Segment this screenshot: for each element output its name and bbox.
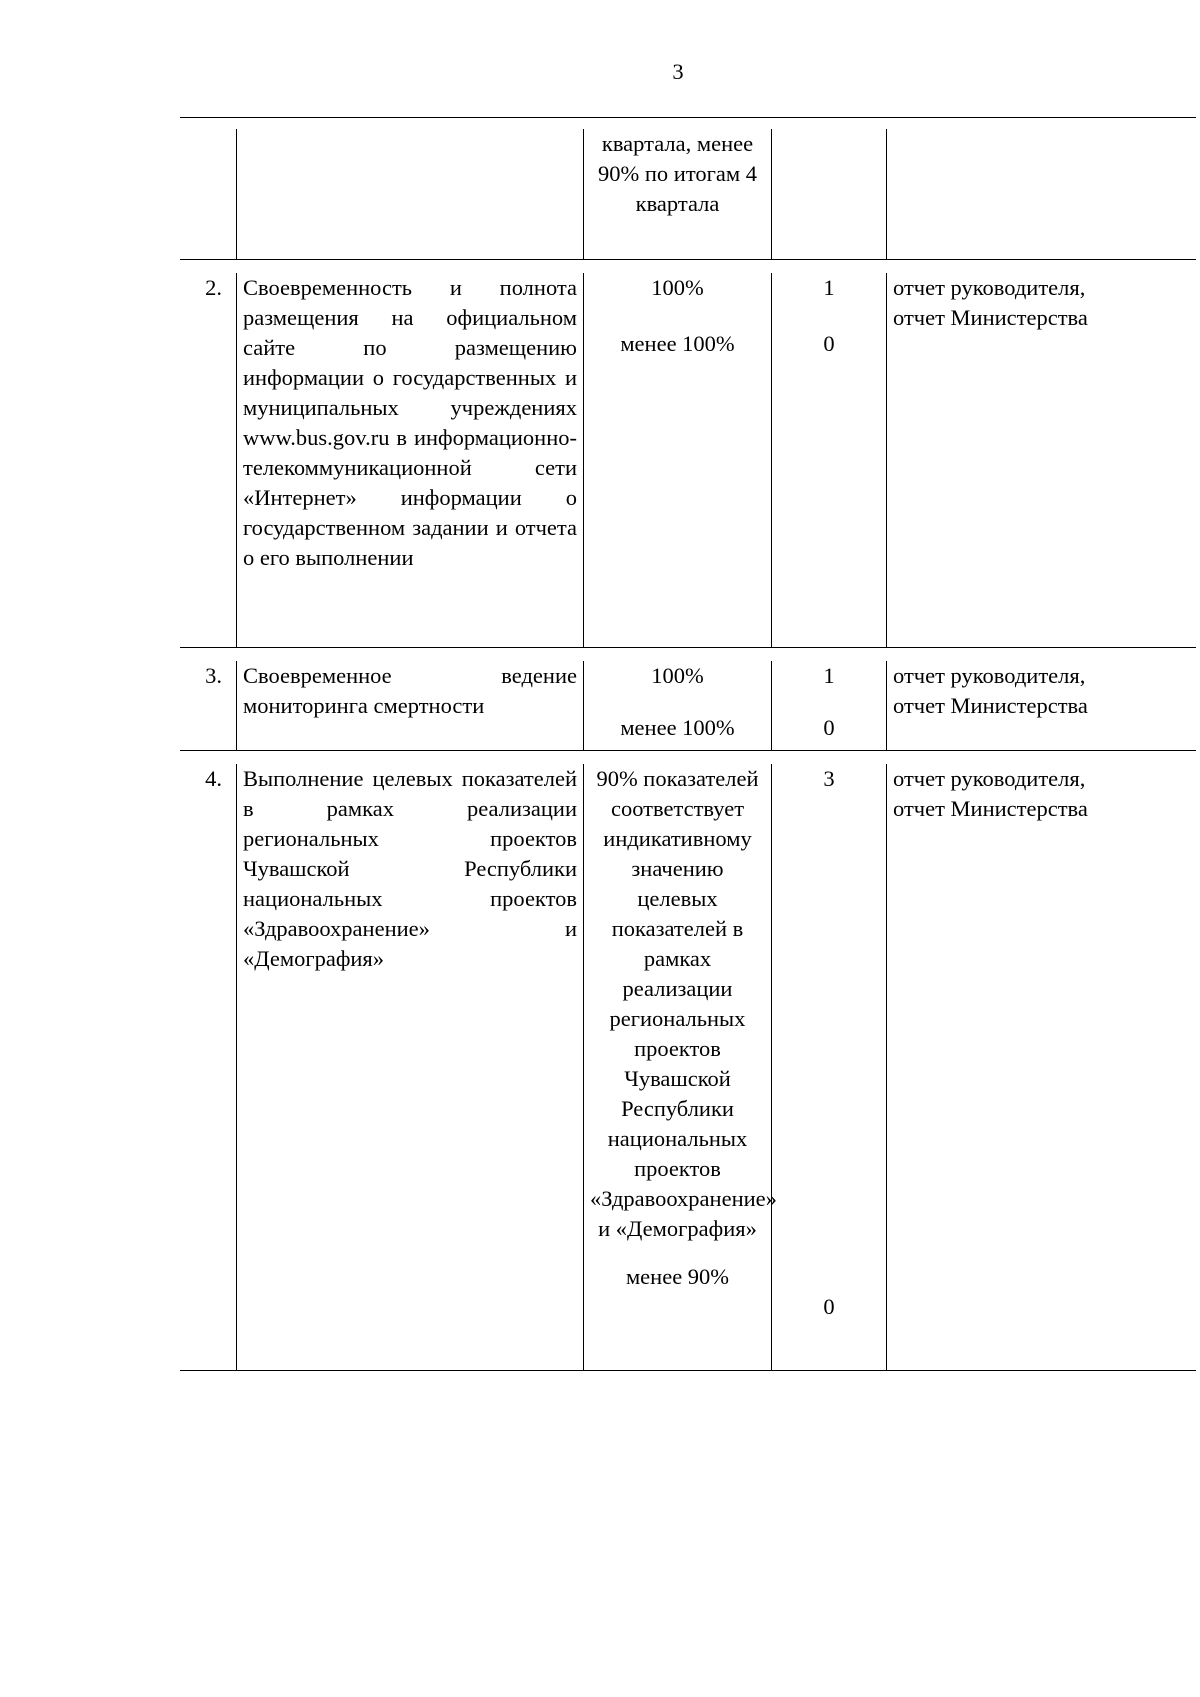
value-text: менее 100%: [620, 331, 735, 356]
value-cell: [584, 129, 772, 259]
value-cell: [584, 764, 777, 1370]
table-row: [180, 260, 1196, 648]
row-number: [180, 129, 237, 259]
page-number: 3: [672, 59, 684, 84]
criterion-text: Выполнение целевых показателей в рамках реализации региональных проектов Чувашской Республики национальных проектов «Здравоохранение» и «Демография»: [237, 764, 584, 1370]
value-cell: [584, 273, 772, 647]
points-cell: [772, 129, 887, 259]
points-value: 1: [823, 275, 835, 300]
points-value: 1: [823, 663, 835, 688]
table-row: [180, 118, 1196, 260]
value-text: 100%: [651, 275, 704, 300]
points-value: 0: [823, 1294, 835, 1319]
points-cell: [772, 764, 887, 1370]
points-value: 0: [823, 331, 835, 356]
source-text: [887, 129, 1132, 259]
criterion-text: [237, 129, 584, 259]
criterion-text: Своевременное ведение мониторинга смертности: [237, 661, 584, 750]
value-cell: [584, 661, 772, 750]
value-text: 100%: [651, 663, 704, 688]
value-text: квартала, менее 90% по итогам 4 квартала: [598, 131, 757, 216]
source-text: отчет руководителя, отчет Министерства: [893, 275, 1088, 330]
points-value: 3: [823, 766, 835, 791]
table-row: [180, 751, 1196, 1371]
row-number: 3.: [180, 661, 237, 750]
criterion-text: Своевременность и полнота размещения на официальном сайте по размещению информации о государственных и муниципальных учреждениях www.bus.gov.ru в информационно-телекоммуникационной сети «Интернет» информации о государственном задании и отчета о его выполнении: [237, 273, 584, 647]
source-text: отчет руководителя, отчет Министерства: [893, 766, 1088, 821]
points-cell: [772, 661, 887, 750]
table-row: [180, 648, 1196, 751]
value-text: 90% показателей соответствует индикативному значению целевых показателей в рамках реализации региональных проектов Чувашской Республики национальных проектов «Здравоохранение» и «Демография»: [590, 766, 777, 1241]
criteria-table: [180, 117, 1196, 1371]
value-text: менее 90%: [625, 1264, 730, 1289]
points-cell: [772, 273, 887, 647]
row-number: 4.: [180, 764, 237, 1370]
row-number: 2.: [180, 273, 237, 647]
points-value: 0: [823, 715, 835, 740]
source-text: отчет руководителя, отчет Министерства: [893, 663, 1088, 718]
value-text: менее 100%: [620, 715, 735, 740]
